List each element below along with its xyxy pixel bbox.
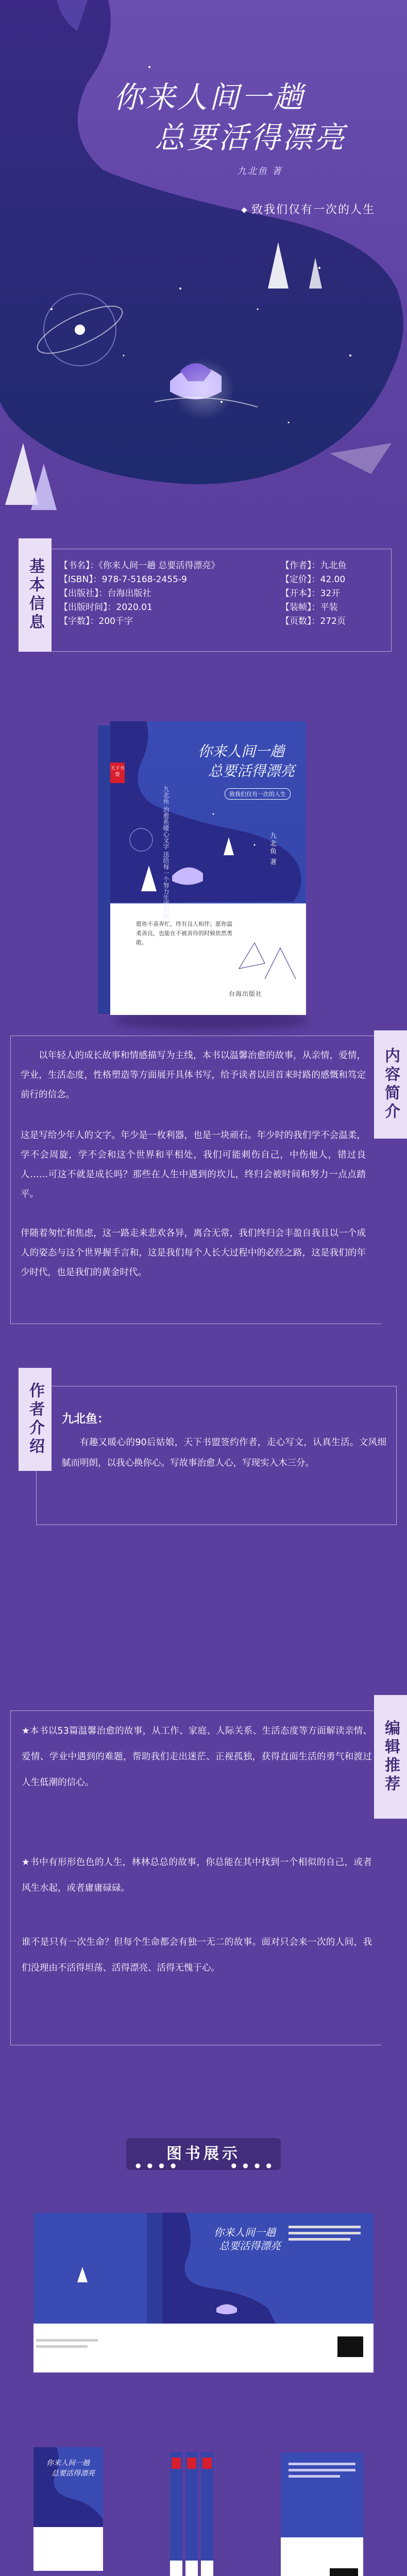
info-cell: 【装帧】：平装	[281, 602, 338, 613]
showcase-title-text: 图书展示	[166, 2145, 241, 2163]
info-cell: 【出版时间】：2020.01	[59, 602, 152, 613]
info-cell: 【开本】：32开	[281, 588, 341, 599]
hero-title-line2: 总要活得漂亮	[155, 120, 347, 155]
basic-info-table	[59, 559, 384, 629]
info-cell: 【作者】：九北鱼	[281, 561, 347, 571]
cover-title-line1: 你来人间一趟	[198, 743, 285, 760]
hero-banner	[0, 0, 407, 515]
book-spread-image	[0, 2205, 407, 2380]
cover-spine	[98, 725, 110, 1014]
diamond-bullet-icon	[241, 207, 247, 213]
info-row	[59, 615, 384, 629]
info-row	[59, 573, 384, 587]
book-cover-image	[98, 721, 314, 1030]
author-tag: 作者介绍	[19, 1368, 52, 1471]
intro-tag: 内容简介	[374, 1030, 407, 1139]
info-cell: 【ISBN】：978-7-5168-2455-9	[59, 574, 187, 585]
spread-title-text: 总要活得漂亮	[219, 2240, 281, 2252]
book-set-images	[0, 2442, 407, 2576]
set-title-text: 你来人间一趟	[46, 2459, 90, 2467]
cover-tagline: 致我们仅有一次的人生	[225, 788, 291, 800]
cover-publisher-logo: 天下书盟	[110, 762, 125, 783]
editor-tag: 编辑推荐	[374, 1695, 407, 1819]
cover-title-line2: 总要活得漂亮	[208, 762, 295, 779]
intro-paragraph: 这是写给少年人的文字。年少是一枚利器，也是一块顽石。年少时的我们学不会温柔，学不会周旋，学不会和这个世界和平相处，我们可能刺伤自己，中伤他人，错过良人……可这不就是成长吗？那些在人生中遇到的坎儿，终归会被时间和努力一点点踏平。	[21, 1130, 366, 1199]
hero-author: 九北鱼 著	[237, 166, 282, 177]
intro-paragraph: 以年轻人的成长故事和情感描写为主线，本书以温馨治愈的故事，从亲情，爱情，学业，生活态度，性格塑造等方面展开具体书写，给予读者以回首来时路的感慨和笃定前行的信念。	[21, 1050, 366, 1100]
hero-slogan	[242, 201, 375, 217]
author-name: 九北鱼：	[62, 1412, 109, 1426]
hero-slogan-text: 致我们仅有一次的人生	[251, 204, 376, 216]
cover-publisher: 台海出版社	[229, 990, 263, 997]
info-cell: 【定价】：42.00	[281, 574, 346, 585]
info-cell: 【出版社】：台海出版社	[59, 588, 151, 599]
basic-info-tag: 基本信息	[19, 538, 52, 652]
dots-decoration: ● ● ● ●	[135, 2162, 178, 2169]
hero-title-line1: 你来人间一趟	[113, 80, 306, 115]
editor-paragraph: ★书中有形形色色的人生，林林总总的故事，你总能在其中找到一个相似的自己，或者风生水起，或者庸庸碌碌。	[22, 1857, 372, 1893]
cover-title	[198, 742, 295, 781]
spread-title-text: 你来人间一趟	[214, 2226, 276, 2239]
showcase-title	[126, 2138, 281, 2170]
intro-paragraph: 伴随着匆忙和焦虑，这一路走来悲欢各异，离合无常，我们终归会丰盈自我且以一个成人的姿态与这个世界握手言和，这是我们每个人长大过程中的必经之路，这是我们的年少时代，也是我们的黄金时代。	[21, 1228, 366, 1278]
info-cell: 【书名】：《你来人间一趟 总要活得漂亮》	[59, 561, 220, 571]
info-row	[59, 601, 384, 615]
info-row	[59, 587, 384, 601]
dots-decoration: ● ● ● ●	[231, 2162, 274, 2169]
cover-vertical-text: 九北鱼 治愈系暖心文字 送给每一个努力生活的你	[162, 786, 169, 920]
set-title-text: 总要活得漂亮	[52, 2469, 95, 2478]
cover-author: 九北鱼 著	[268, 832, 276, 867]
book-cover	[110, 721, 306, 1015]
info-row	[59, 559, 384, 573]
author-bio: 有趣又暖心的90后姑娘，天下书盟签约作者，走心写文，认真生活。文风细腻而明朗，以我心换你心。写故事治愈人心，写现实入木三分。	[62, 1437, 386, 1468]
editor-paragraph: ★本书以53篇温馨治愈的故事，从工作、家庭、人际关系、生活态度等方面解读亲情、爱情、学业中遇到的难题，帮助我们走出迷茫、正视孤独，获得直面生活的勇气和渡过人生低潮的信心。	[22, 1726, 372, 1788]
editor-paragraph: 谁不是只有一次生命？但每个生命都会有独一无二的故事。面对只会来一次的人间，我们没理由不活得坦荡、活得漂亮、活得无愧于心。	[22, 1937, 372, 1973]
info-cell: 【页数】：272页	[281, 616, 346, 626]
hero-title	[113, 77, 381, 158]
cover-blurb: 愿你不喜奔忙，终有良人相伴；愿你温柔善良，也能在不被善待的时候依然勇敢。	[136, 921, 232, 946]
info-cell: 【字数】：200千字	[59, 616, 133, 626]
